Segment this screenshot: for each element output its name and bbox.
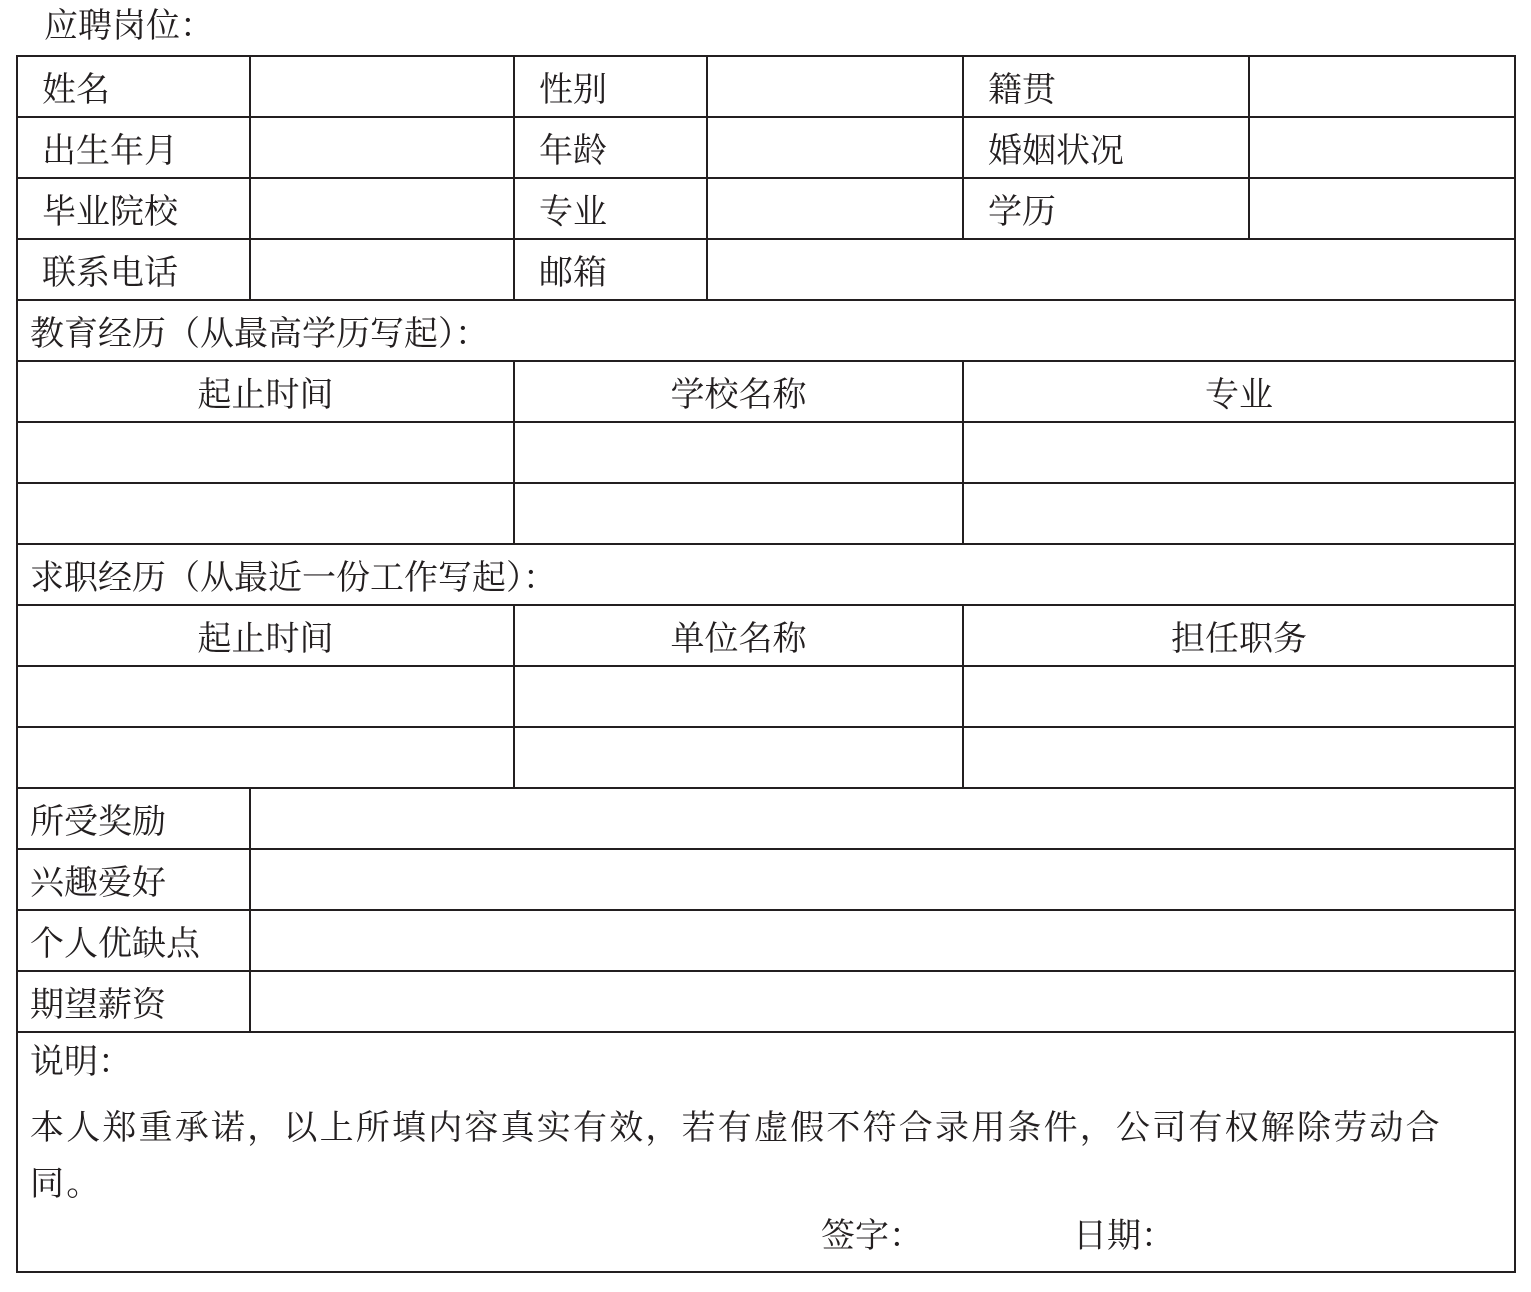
gender-label: 性别 (513, 57, 706, 116)
education-major-field[interactable] (962, 423, 1514, 482)
hobbies-label: 兴趣爱好 (30, 863, 166, 903)
application-form-table (16, 55, 1516, 1273)
education-header-school: 学校名称 (513, 362, 962, 421)
row-awards (18, 789, 1514, 850)
work-position-field[interactable] (962, 667, 1514, 726)
education-period-field[interactable] (18, 484, 513, 543)
education-row (18, 423, 1514, 484)
birth-field[interactable] (249, 118, 513, 177)
position-label: 应聘岗位： (44, 6, 214, 46)
work-row (18, 667, 1514, 728)
row-school (18, 179, 1514, 240)
education-header-period: 起止时间 (197, 375, 334, 415)
salary-label: 期望薪资 (30, 985, 166, 1025)
traits-field[interactable] (249, 911, 1514, 970)
email-field[interactable] (706, 240, 1514, 299)
native-place-field[interactable] (1248, 57, 1514, 116)
birth-label: 出生年月 (42, 131, 178, 171)
work-title: 求职经历（从最近一份工作写起）： (30, 558, 557, 598)
education-header-major: 专业 (962, 362, 1514, 421)
education-school-field[interactable] (513, 423, 962, 482)
degree-field[interactable] (1248, 179, 1514, 238)
note-title: 说明： (30, 1042, 132, 1082)
phone-label: 联系电话 (42, 253, 178, 293)
native-place-label: 籍贯 (962, 57, 1248, 116)
gender-field[interactable] (706, 57, 962, 116)
email-label: 邮箱 (513, 240, 706, 299)
work-header-period: 起止时间 (197, 619, 334, 659)
work-header-row (18, 606, 1514, 667)
school-field[interactable] (249, 179, 513, 238)
education-header-row (18, 362, 1514, 423)
education-row (18, 484, 1514, 545)
education-period-field[interactable] (18, 423, 513, 482)
work-period-field[interactable] (18, 728, 513, 787)
age-field[interactable] (706, 118, 962, 177)
note-body: 本人郑重承诺，以上所填内容真实有效，若有虚假不符合录用条件，公司有权解除劳动合同。 (30, 1108, 1442, 1204)
work-company-field[interactable] (513, 728, 962, 787)
work-row (18, 728, 1514, 789)
work-position-field[interactable] (962, 728, 1514, 787)
education-school-field[interactable] (513, 484, 962, 543)
major-field[interactable] (706, 179, 962, 238)
awards-field[interactable] (249, 789, 1514, 848)
work-header-company: 单位名称 (513, 606, 962, 665)
education-title-row (18, 301, 1514, 362)
marital-label: 婚姻状况 (962, 118, 1248, 177)
name-label: 姓名 (42, 70, 110, 110)
age-label: 年龄 (513, 118, 706, 177)
row-contact (18, 240, 1514, 301)
name-field[interactable] (249, 57, 513, 116)
work-header-position: 担任职务 (962, 606, 1514, 665)
education-title: 教育经历（从最高学历写起）： (30, 314, 489, 354)
education-major-field[interactable] (962, 484, 1514, 543)
date-label: 日期： (1073, 1216, 1175, 1256)
work-company-field[interactable] (513, 667, 962, 726)
row-name (18, 57, 1514, 118)
row-salary (18, 972, 1514, 1033)
degree-label: 学历 (962, 179, 1248, 238)
awards-label: 所受奖励 (30, 802, 166, 842)
traits-label: 个人优缺点 (30, 924, 200, 964)
row-birth (18, 118, 1514, 179)
school-label: 毕业院校 (42, 192, 178, 232)
marital-field[interactable] (1248, 118, 1514, 177)
work-period-field[interactable] (18, 667, 513, 726)
hobbies-field[interactable] (249, 850, 1514, 909)
salary-field[interactable] (249, 972, 1514, 1031)
phone-field[interactable] (249, 240, 513, 299)
signature-label: 签字： (821, 1216, 923, 1256)
work-title-row (18, 545, 1514, 606)
row-hobbies (18, 850, 1514, 911)
major-label: 专业 (513, 179, 706, 238)
row-traits (18, 911, 1514, 972)
